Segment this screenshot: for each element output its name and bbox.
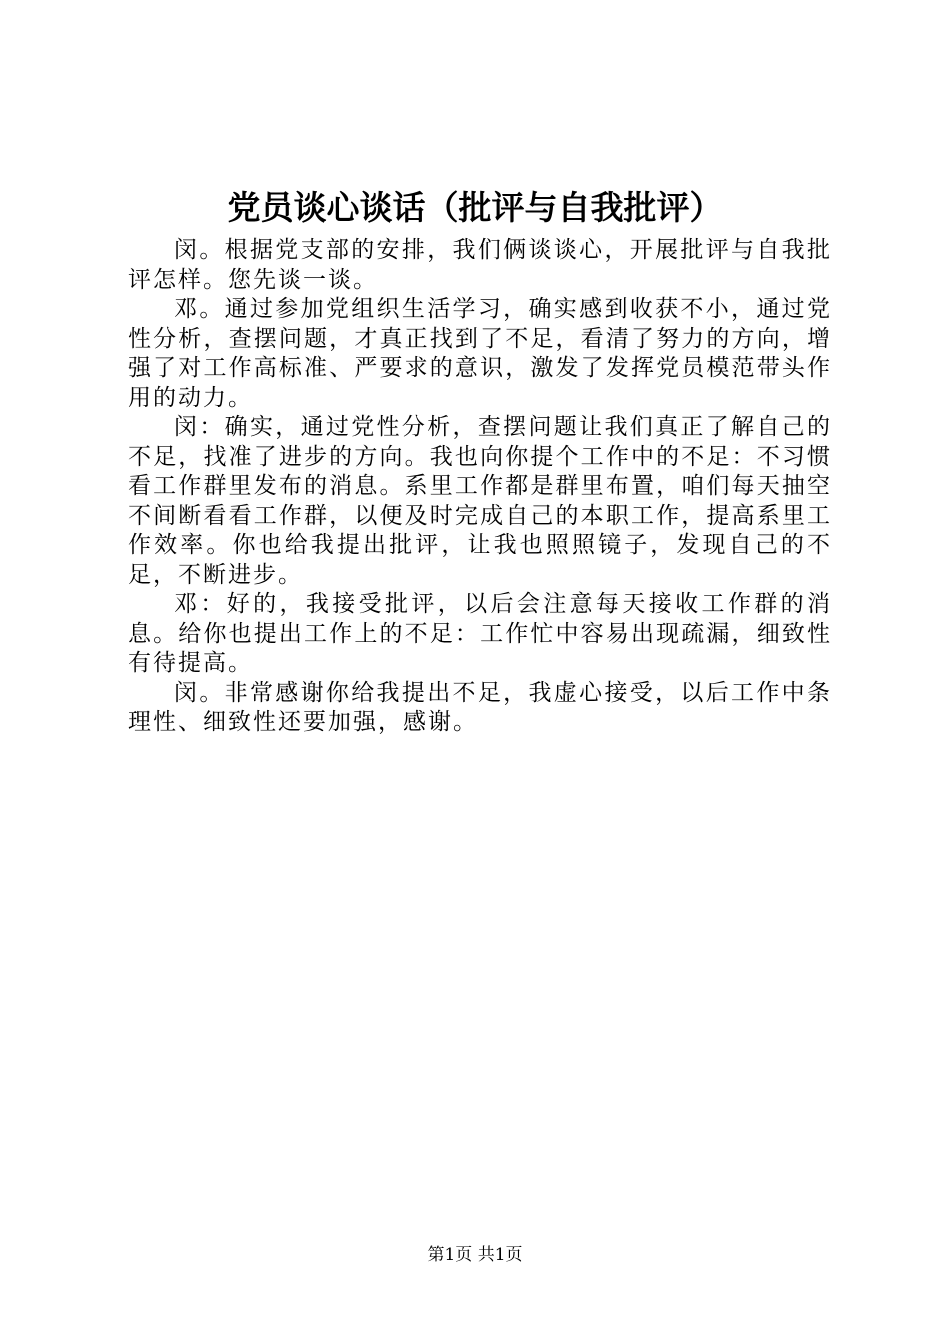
page-number-footer: 第1页 共1页 <box>427 1245 523 1265</box>
document-body <box>128 236 832 738</box>
paragraph-5: 闵。非常感谢你给我提出不足，我虚心接受，以后工作中条理性、细致性还要加强，感谢。 <box>128 679 832 735</box>
paragraph-3: 闵：确实，通过党性分析，查摆问题让我们真正了解自己的不足，找准了进步的方向。我也向你提个工作中的不足：不习惯看工作群里发布的消息。系里工作都是群里布置，咱们每天抽空不间断看看工作群，以便及时完成自己的本职工作，提高系里工作效率。你也给我提出批评，让我也照照镜子，发现自己的不足，不断进步。 <box>128 414 832 588</box>
document-title: 党员谈心谈话（批评与自我批评） <box>227 188 723 227</box>
paragraph-4: 邓：好的，我接受批评，以后会注意每天接收工作群的消息。给你也提出工作上的不足：工作忙中容易出现疏漏，细致性有待提高。 <box>128 591 832 676</box>
paragraph-2: 邓。通过参加党组织生活学习，确实感到收获不小，通过党性分析，查摆问题，才真正找到了不足，看清了努力的方向，增强了对工作高标准、严要求的意识，激发了发挥党员模范带头作用的动力。 <box>128 296 832 411</box>
paragraph-1: 闵。根据党支部的安排，我们俩谈谈心，开展批评与自我批评怎样。您先谈一谈。 <box>128 237 832 293</box>
